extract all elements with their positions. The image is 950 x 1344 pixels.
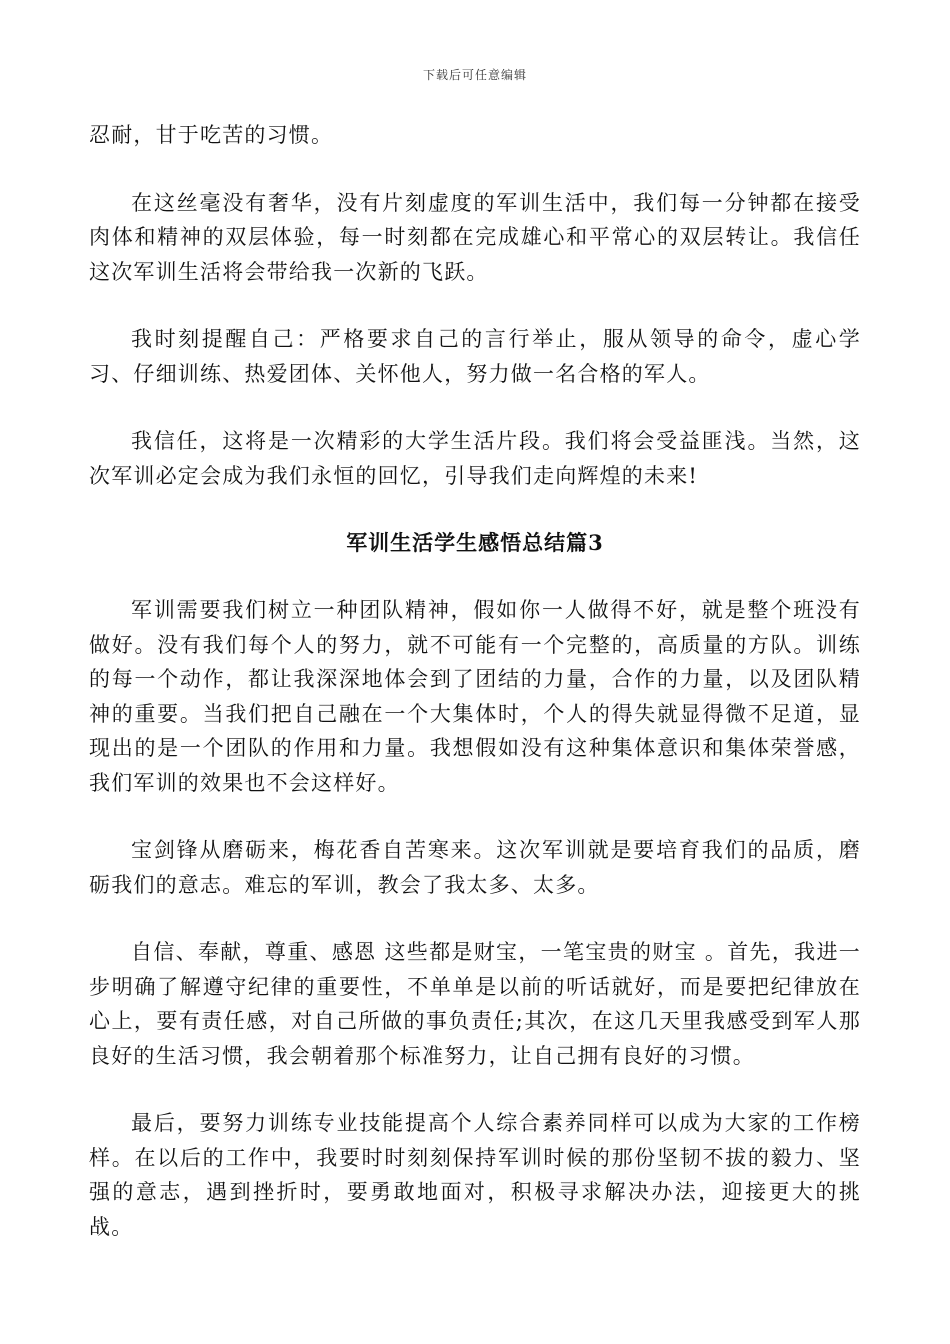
document-body	[89, 118, 861, 1277]
header-note: 下载后可任意编辑	[422, 68, 527, 82]
paragraph: 自信、奉献，尊重、感恩 这些都是财宝，一笔宝贵的财宝 。首先，我进一步明确了解遵守纪律的重要性，不单单是以前的听话就好，而是要把纪律放在心上，要有责任感，对自己所做的事负责任;其次，在这几天里我感受到军人那良好的生活习惯，我会朝着那个标准努力，让自己拥有良好的习惯。	[89, 940, 861, 1068]
paragraph-continuation: 忍耐，甘于吃苦的习惯。	[89, 123, 334, 147]
paragraph: 最后，要努力训练专业技能提高个人综合素养同样可以成为大家的工作榜样。在以后的工作中，我要时时刻刻保持军训时候的那份坚韧不拔的毅力、坚强的意志，遇到挫折时，要勇敢地面对，积极寻求解决办法，迎接更大的挑战。	[89, 1111, 861, 1239]
section-title: 军训生活学生感悟总结篇3	[346, 530, 604, 555]
paragraph: 我信任，这将是一次精彩的大学生活片段。我们将会受益匪浅。当然，这次军训必定会成为我们永恒的回忆，引导我们走向辉煌的未来!	[89, 429, 861, 488]
paragraph: 在这丝毫没有奢华，没有片刻虚度的军训生活中，我们每一分钟都在接受肉体和精神的双层体验，每一时刻都在完成雄心和平常心的双层转让。我信任这次军训生活将会带给我一次新的飞跃。	[89, 190, 861, 284]
paragraph: 军训需要我们树立一种团队精神，假如你一人做得不好，就是整个班没有做好。没有我们每个人的努力，就不可能有一个完整的，高质量的方队。训练的每一个动作，都让我深深地体会到了团结的力量，合作的力量，以及团队精神的重要。当我们把自己融在一个大集体时，个人的得失就显得微不足道，显现出的是一个团队的作用和力量。我想假如没有这种集体意识和集体荣誉感，我们军训的效果也不会这样好。	[89, 598, 861, 795]
paragraph: 我时刻提醒自己：严格要求自己的言行举止，服从领导的命令，虚心学习、仔细训练、热爱团体、关怀他人，努力做一名合格的军人。	[89, 327, 861, 386]
paragraph: 宝剑锋从磨砺来，梅花香自苦寒来。这次军训就是要培育我们的品质，磨砺我们的意志。难忘的军训，教会了我太多、太多。	[89, 838, 861, 897]
